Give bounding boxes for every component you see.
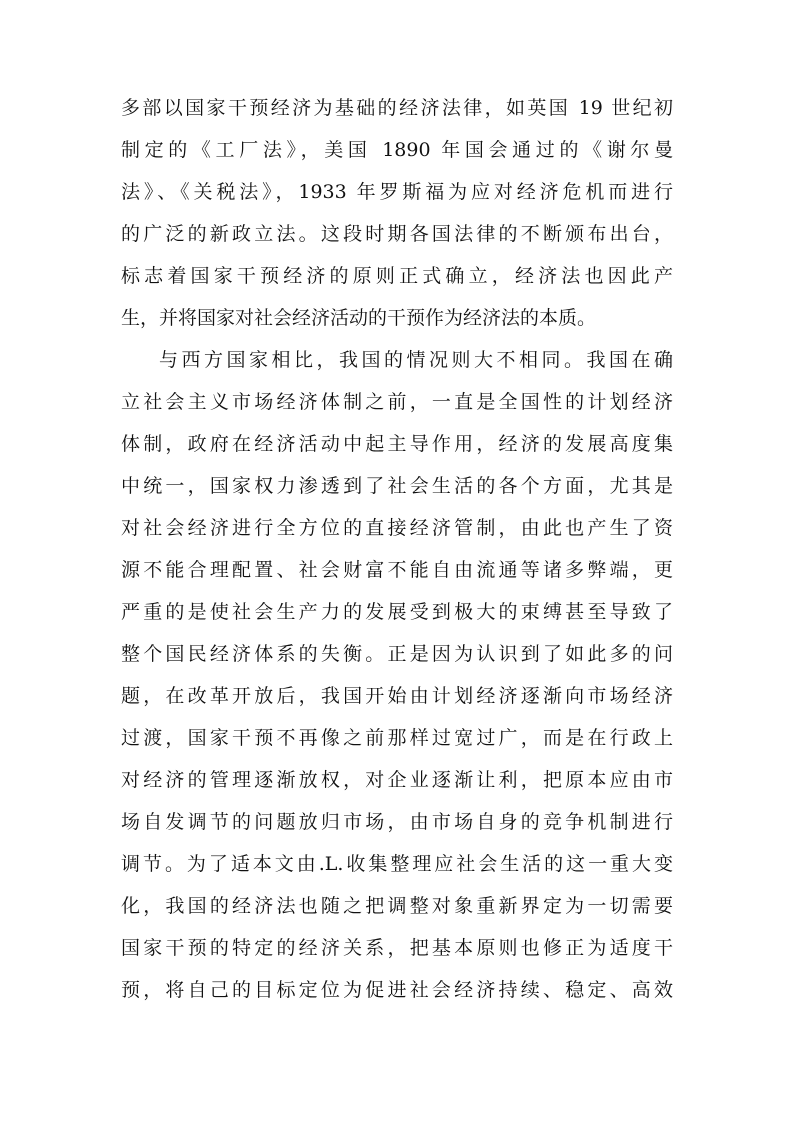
- text-line: 的广泛的新政立法。这段时期各国法律的不断颁布出台，: [121, 223, 673, 245]
- text-line: 制定的《工厂法》，美国 1890 年国会通过的《谢尔曼: [121, 139, 673, 161]
- text-line: 场自发调节的问题放归市场，由市场自身的竞争机制进行: [121, 811, 673, 833]
- text-line: 中统一，国家权力渗透到了社会生活的各个方面，尤其是: [121, 475, 673, 497]
- text-line: 立社会主义市场经济体制之前，一直是全国性的计划经济: [121, 391, 673, 413]
- text-line: 对经济的管理逐渐放权，对企业逐渐让利，把原本应由市: [121, 769, 673, 791]
- text-line: 严重的是使社会生产力的发展受到极大的束缚甚至导致了: [121, 601, 673, 623]
- text-line: 对社会经济进行全方位的直接经济管制，由此也产生了资: [121, 517, 673, 539]
- text-line: 多部以国家干预经济为基础的经济法律，如英国 19 世纪初: [121, 97, 673, 119]
- text-line: 预，将自己的目标定位为促进社会经济持续、稳定、高效: [121, 979, 673, 1001]
- text-line: 标志着国家干预经济的原则正式确立，经济法也因此产: [121, 265, 673, 287]
- text-line: 化，我国的经济法也随之把调整对象重新界定为一切需要: [121, 895, 673, 917]
- text-line: 题，在改革开放后，我国开始由计划经济逐渐向市场经济: [121, 685, 673, 707]
- text-line: 国家干预的特定的经济关系，把基本原则也修正为适度干: [121, 937, 673, 959]
- paragraph-first-line: 与西方国家相比，我国的情况则大不相同。我国在确: [159, 349, 673, 371]
- text-line: 法》、《关税法》，1933 年罗斯福为应对经济危机而进行: [121, 181, 673, 203]
- text-line: 生，并将国家对社会经济活动的干预作为经济法的本质。: [121, 307, 597, 329]
- text-line: 源不能合理配置、社会财富不能自由流通等诸多弊端，更: [121, 559, 673, 581]
- text-line: 过渡，国家干预不再像之前那样过宽过广，而是在行政上: [121, 727, 673, 749]
- text-line: 调节。为了适本文由.L.收集整理应社会生活的这一重大变: [121, 853, 673, 875]
- text-line: 整个国民经济体系的失衡。正是因为认识到了如此多的问: [121, 643, 673, 665]
- text-line: 体制，政府在经济活动中起主导作用，经济的发展高度集: [121, 433, 673, 455]
